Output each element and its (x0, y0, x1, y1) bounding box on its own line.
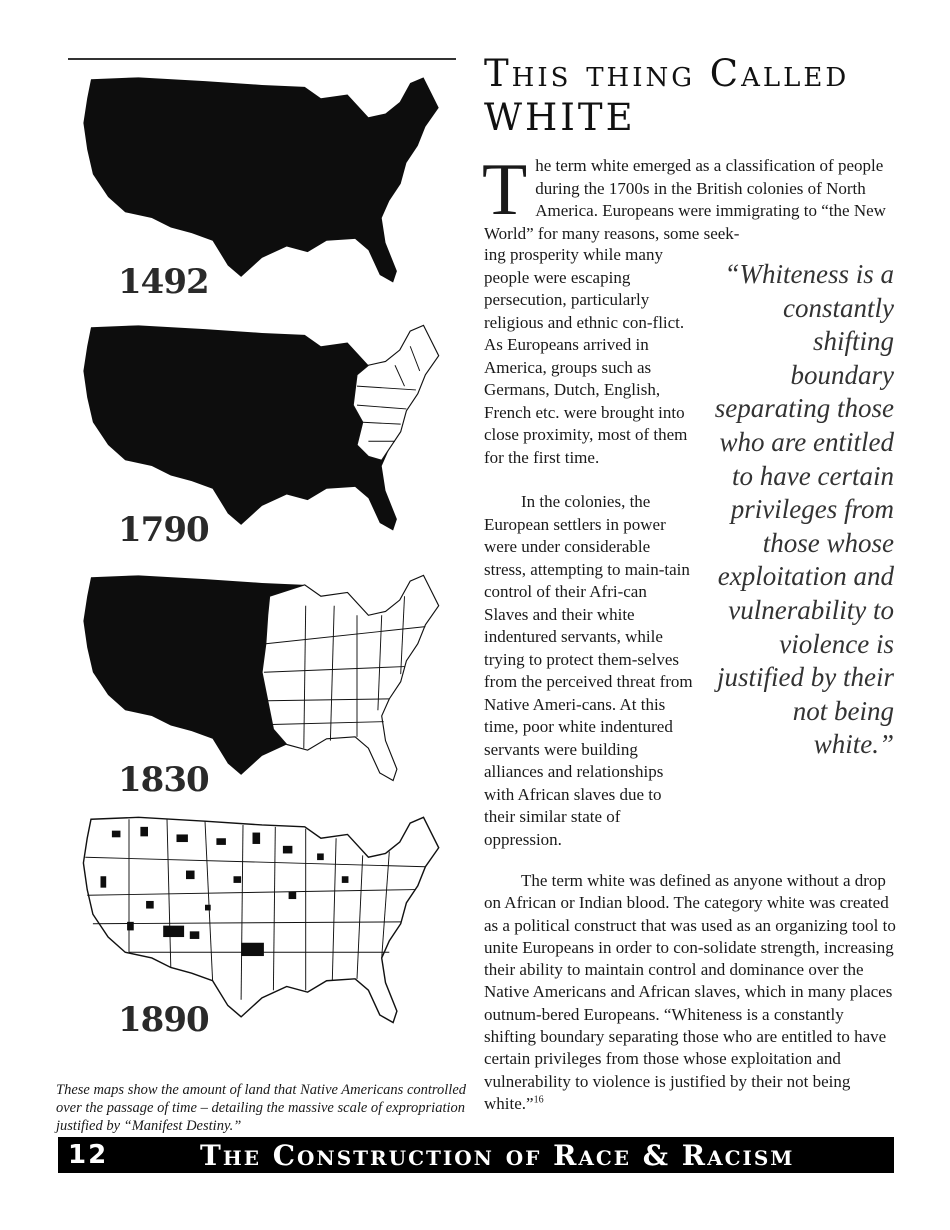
closing-paragraph (484, 870, 896, 1115)
footer-bar (58, 1137, 894, 1173)
map-year-1890: 1890 (118, 1000, 209, 1040)
intro-text: he term white emerged as a classification of people during the 1700s in the British colonies of North America. Europeans were immigrating to “the New World” for many reasons, some seek- (484, 156, 886, 243)
map-1830 (62, 562, 462, 812)
column-paragraph-2: In the colonies, the European settlers in power were under considerable stress, attempting to main-tain control of their Afri-can Slaves and their white indentured servants, while trying to protect them-selves from the perceived threat from Native Ameri-cans. At this time, poor white indentured servants were building alliances and relationships with African slaves due to their similar state of oppression. (484, 492, 693, 849)
book-title: The Construction of Race & Racism (200, 1139, 795, 1172)
drop-cap: T (482, 149, 528, 231)
narrow-column (484, 244, 694, 851)
closing-paragraph-text: The term white was defined as anyone without a drop on African or Indian blood. The category white was created as a political construct that was used as an organizing tool to unite Europeans in order to con-solidate strength, increasing their ability to maintain control and dominance over the Native Americans and African slaves, which in many places outnum-bered Europeans. “Whiteness is a constantly shifting boundary separating those who are entitled to have certain privileges from those whose exploitation and vulnerability to violence is justified by their not being white.” (484, 871, 896, 1113)
page-number: 12 (68, 1140, 109, 1170)
us-map-1790-graphic (72, 312, 452, 542)
maps-caption: These maps show the amount of land that Native Americans controlled over the passage of time – detailing the massive scale of expropriation justified by “Manifest Destiny.” (56, 1081, 467, 1134)
map-top-rule (68, 58, 456, 60)
us-map-1492-graphic (72, 64, 452, 294)
article-title-line1: This thing Called (484, 52, 850, 95)
column-paragraph-1: ing prosperity while many people were escaping persecution, particularly religious and ethnic con-flict. As Europeans arrived in America, groups such as Germans, Dutch, English, French etc. were brought into close proximity, most of them for the first time. (484, 245, 688, 467)
article-title (484, 52, 924, 140)
article-title-line2: WHITE (484, 96, 636, 139)
map-year-1492: 1492 (118, 262, 209, 302)
map-1790 (62, 312, 462, 562)
map-year-1790: 1790 (118, 510, 209, 550)
map-year-1830: 1830 (118, 760, 209, 800)
us-map-1830-graphic (72, 562, 452, 792)
footnote-marker: 16 (533, 1094, 544, 1106)
map-1890 (62, 804, 462, 1054)
map-1492 (62, 64, 462, 314)
pull-quote: “Whiteness is a constantly shifting boundary separating those who are entitled to have certain privileges from those whose exploitation and vulnerability to violence is justified by their not being white.” (714, 259, 894, 760)
maps-column (62, 52, 462, 1062)
intro-paragraph (482, 149, 896, 245)
